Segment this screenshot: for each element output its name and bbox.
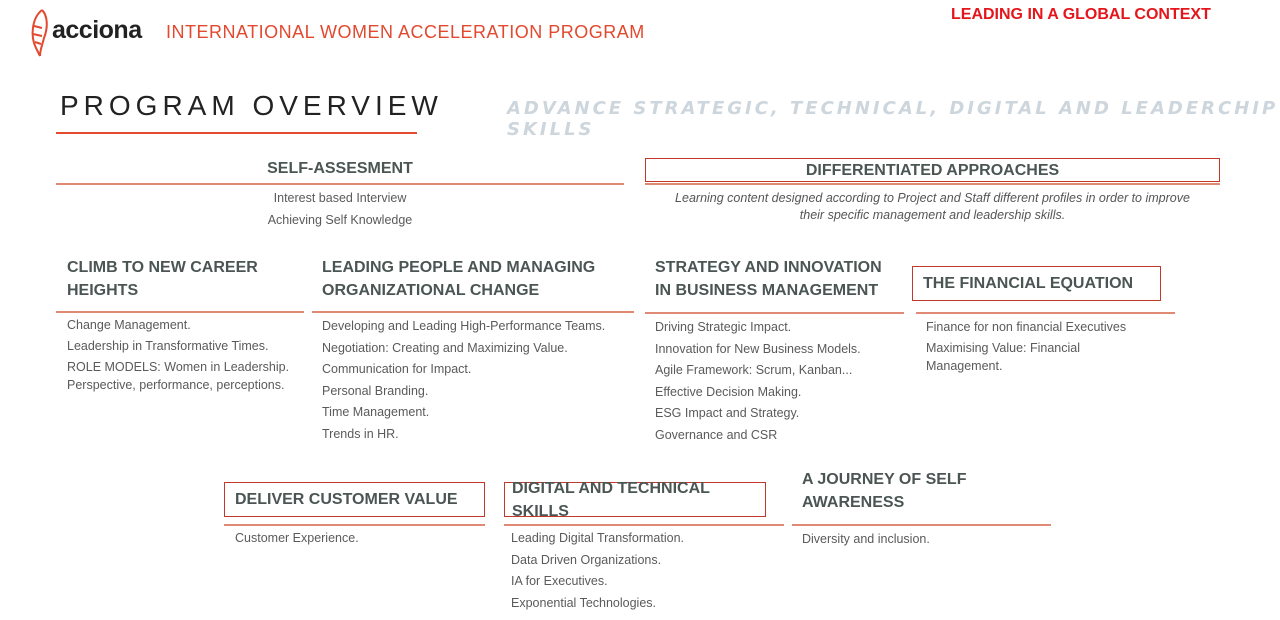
divider bbox=[645, 312, 904, 314]
list-item: Diversity and inclusion. bbox=[802, 532, 930, 546]
list-item: Exponential Technologies. bbox=[511, 595, 657, 610]
list-item: Effective Decision Making. bbox=[655, 384, 802, 399]
divider bbox=[504, 524, 784, 526]
module-title: A JOURNEY OF SELF AWARENESS bbox=[802, 471, 967, 511]
module-title-box bbox=[912, 266, 1161, 301]
divider bbox=[916, 312, 1175, 314]
module-items bbox=[322, 316, 634, 445]
list-item: Customer Experience. bbox=[235, 531, 359, 545]
list-item: Developing and Leading High-Performance Teams. bbox=[322, 319, 606, 333]
context-title: LEADING IN A GLOBAL CONTEXT bbox=[951, 6, 1211, 23]
module-title: STRATEGY AND INNOVATION IN BUSINESS MANAGEMENT bbox=[655, 259, 882, 299]
list-item: Trends in HR. bbox=[322, 426, 399, 441]
divider bbox=[56, 311, 304, 313]
list-item: Driving Strategic Impact. bbox=[655, 320, 792, 334]
list-item: Time Management. bbox=[322, 405, 430, 419]
divider bbox=[645, 183, 1220, 185]
differentiated-title bbox=[645, 158, 1220, 182]
list-item: Leading Digital Transformation. bbox=[511, 531, 685, 545]
list-item: Communication for Impact. bbox=[322, 362, 472, 376]
list-item: Negotiation: Creating and Maximizing Value. bbox=[322, 340, 568, 355]
divider bbox=[56, 132, 417, 134]
program-name: INTERNATIONAL WOMEN ACCELERATION PROGRAM bbox=[166, 22, 645, 42]
acciona-leaf-logo-icon bbox=[28, 8, 54, 58]
self-assessment-items bbox=[56, 188, 624, 231]
divider bbox=[792, 524, 1051, 526]
list-item: Achieving Self Knowledge bbox=[267, 212, 413, 227]
module-items bbox=[802, 529, 930, 551]
differentiated-text: Learning content designed according to Project and Staff different profiles in order to improve their specific management and leadership skills. bbox=[675, 191, 1190, 222]
logo-text: acciona bbox=[52, 16, 142, 44]
list-item: Interest based Interview bbox=[273, 191, 407, 205]
list-item: Data Driven Organizations. bbox=[511, 552, 662, 567]
module-title: DELIVER CUSTOMER VALUE bbox=[235, 491, 458, 508]
list-item: Innovation for New Business Models. bbox=[655, 341, 861, 356]
self-assessment-title: SELF-ASSESMENT bbox=[267, 160, 413, 177]
list-item: Personal Branding. bbox=[322, 383, 429, 398]
page-title: PROGRAM OVERVIEW bbox=[60, 90, 443, 121]
list-item: Agile Framework: Scrum, Kanban... bbox=[655, 363, 853, 377]
heading: DIFFERENTIATED APPROACHES bbox=[805, 161, 1060, 179]
module-title: THE FINANCIAL EQUATION bbox=[923, 275, 1134, 292]
module-items bbox=[235, 528, 359, 550]
list-item: Maximising Value: Financial Management. bbox=[926, 341, 1080, 373]
divider bbox=[56, 183, 624, 185]
list-item: Change Management. bbox=[67, 318, 191, 332]
list-item: ROLE MODELS: Women in Leadership. Perspective, performance, perceptions. bbox=[67, 360, 290, 392]
module-title: CLIMB TO NEW CAREER HEIGHTS bbox=[67, 259, 258, 299]
list-item: Governance and CSR bbox=[655, 427, 778, 442]
module-title: DIGITAL AND TECHNICAL SKILLS bbox=[512, 479, 710, 520]
divider bbox=[224, 524, 485, 526]
module-title-box bbox=[504, 479, 766, 520]
module-title-box bbox=[224, 482, 485, 517]
list-item: Leadership in Transformative Times. bbox=[67, 339, 269, 353]
module-items bbox=[655, 317, 905, 446]
list-item: IA for Executives. bbox=[511, 574, 608, 588]
page-subtitle: ADVANCE STRATEGIC, TECHNICAL, DIGITAL AND LEADERCHIP SKILLS bbox=[507, 98, 1279, 140]
list-item: Finance for non financial Executives bbox=[926, 320, 1127, 334]
module-items bbox=[511, 528, 684, 614]
module-title: LEADING PEOPLE AND MANAGING ORGANIZATIONAL CHANGE bbox=[322, 259, 596, 299]
module-items bbox=[67, 316, 302, 394]
divider bbox=[312, 311, 634, 313]
list-item: ESG Impact and Strategy. bbox=[655, 406, 800, 420]
module-items bbox=[926, 318, 1156, 375]
